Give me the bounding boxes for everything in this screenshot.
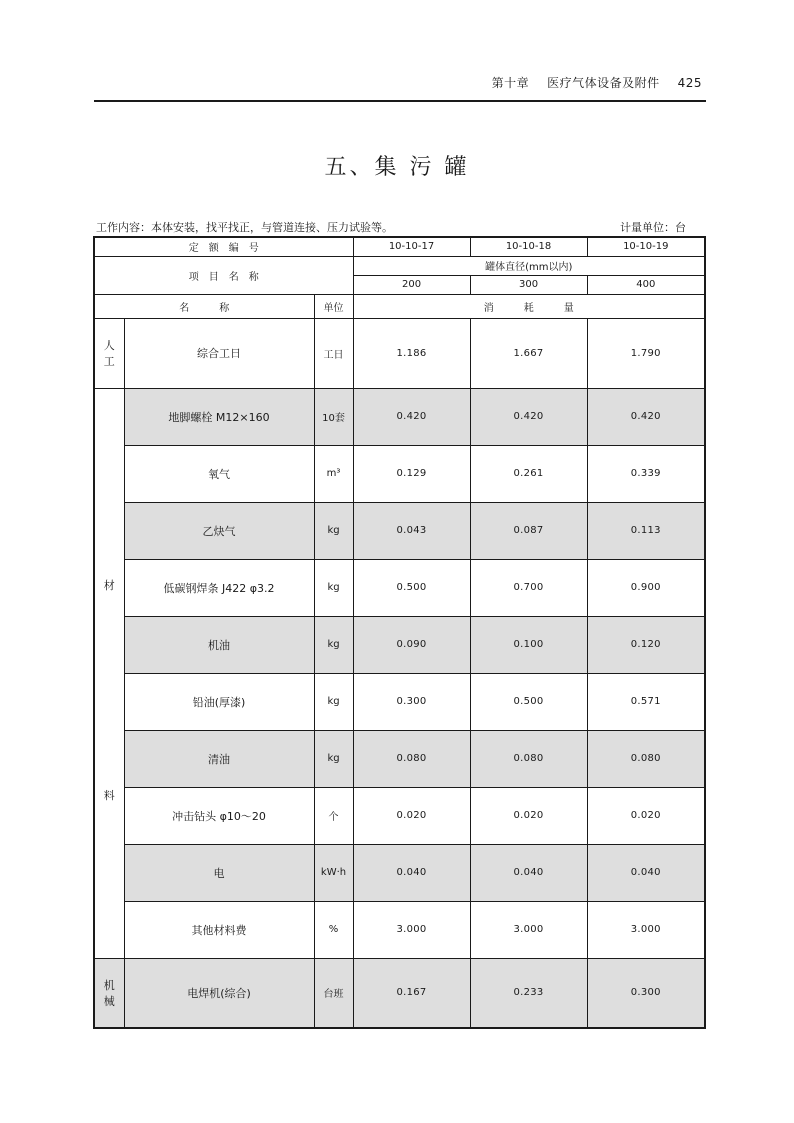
table-row	[94, 388, 705, 445]
consumption-value: 0.167	[353, 958, 470, 1028]
resource-unit: kg	[314, 673, 353, 730]
table-row	[94, 616, 705, 673]
consumption-value: 0.120	[587, 616, 705, 673]
chapter-number: 第十章	[491, 76, 530, 90]
resource-name: 乙炔气	[124, 502, 314, 559]
resource-name: 氧气	[124, 445, 314, 502]
work-content: 工作内容：本体安装，找平找正，与管道连接、压力试验等。	[96, 221, 393, 234]
resource-name: 电焊机(综合)	[124, 958, 314, 1028]
category-char: 工	[103, 355, 115, 368]
resource-name: 铅油(厚漆)	[124, 673, 314, 730]
resource-unit: %	[314, 901, 353, 958]
consumption-value: 0.420	[470, 388, 587, 445]
table-row	[94, 502, 705, 559]
consumption-value: 3.000	[353, 901, 470, 958]
category-machinery	[94, 958, 124, 1028]
unit-note: 计量单位：台	[620, 221, 686, 234]
spec-value: 400	[587, 275, 705, 294]
consumption-value: 0.900	[587, 559, 705, 616]
consumption-value: 0.080	[470, 730, 587, 787]
resource-unit: 工日	[314, 318, 353, 388]
column-header-row	[94, 294, 705, 318]
consumption-value: 3.000	[587, 901, 705, 958]
consumption-value: 0.700	[470, 559, 587, 616]
consumption-value: 0.043	[353, 502, 470, 559]
resource-unit: kg	[314, 616, 353, 673]
section-title: 五、集 污 罐	[324, 155, 470, 180]
running-header	[492, 74, 702, 91]
resource-unit: 个	[314, 787, 353, 844]
spec-value: 200	[353, 275, 470, 294]
consumption-value: 0.420	[587, 388, 705, 445]
table-row	[94, 730, 705, 787]
consumption-value: 0.300	[353, 673, 470, 730]
spec-label-row	[94, 256, 705, 275]
consumption-value: 0.020	[587, 787, 705, 844]
quota-code-label: 定 额 编 号	[94, 237, 353, 256]
consumption-value: 1.186	[353, 318, 470, 388]
category-char: 人	[103, 339, 115, 352]
consumption-value: 0.090	[353, 616, 470, 673]
table-row	[94, 958, 705, 1028]
resource-name: 冲击钻头 φ10～20	[124, 787, 314, 844]
quota-code: 10-10-17	[353, 237, 470, 256]
consumption-value: 0.040	[587, 844, 705, 901]
resource-name: 机油	[124, 616, 314, 673]
table-row	[94, 445, 705, 502]
resource-name: 电	[124, 844, 314, 901]
header-rule	[94, 100, 706, 102]
table-row	[94, 844, 705, 901]
consumption-value: 0.261	[470, 445, 587, 502]
name-column-header: 名 称	[94, 294, 314, 318]
resource-name: 地脚螺栓 M12×160	[124, 388, 314, 445]
consumption-value: 0.040	[353, 844, 470, 901]
consumption-value: 0.571	[587, 673, 705, 730]
chapter-title: 医疗气体设备及附件	[547, 76, 660, 90]
resource-unit: kW·h	[314, 844, 353, 901]
quota-code: 10-10-19	[587, 237, 705, 256]
page-number: 425	[677, 76, 702, 90]
quota-code: 10-10-18	[470, 237, 587, 256]
resource-unit: 10套	[314, 388, 353, 445]
category-char: 材	[103, 578, 115, 592]
category-char: 机	[103, 978, 115, 992]
consumption-value: 0.087	[470, 502, 587, 559]
table-row	[94, 559, 705, 616]
consumption-value: 0.040	[470, 844, 587, 901]
consumption-value: 0.129	[353, 445, 470, 502]
consumption-value: 0.420	[353, 388, 470, 445]
quota-table	[93, 236, 706, 1029]
resource-unit: kg	[314, 559, 353, 616]
table-row	[94, 318, 705, 388]
consumption-value: 0.233	[470, 958, 587, 1028]
category-labor	[94, 318, 124, 388]
table-row	[94, 901, 705, 958]
consumption-value: 1.790	[587, 318, 705, 388]
resource-name: 低碳钢焊条 J422 φ3.2	[124, 559, 314, 616]
consumption-value: 3.000	[470, 901, 587, 958]
table-row	[94, 673, 705, 730]
resource-name: 清油	[124, 730, 314, 787]
consumption-header: 消 耗 量	[353, 294, 705, 318]
consumption-value: 0.500	[470, 673, 587, 730]
consumption-value: 0.113	[587, 502, 705, 559]
spec-label: 罐体直径(mm以内)	[353, 256, 705, 275]
consumption-value: 0.080	[353, 730, 470, 787]
consumption-value: 0.300	[587, 958, 705, 1028]
category-materials	[94, 388, 124, 958]
quota-code-row	[94, 237, 705, 256]
consumption-value: 0.500	[353, 559, 470, 616]
resource-unit: kg	[314, 502, 353, 559]
category-char: 料	[103, 788, 115, 802]
consumption-value: 0.020	[353, 787, 470, 844]
consumption-value: 1.667	[470, 318, 587, 388]
category-char: 械	[103, 994, 115, 1008]
resource-unit: m³	[314, 445, 353, 502]
spec-value: 300	[470, 275, 587, 294]
resource-name: 其他材料费	[124, 901, 314, 958]
resource-unit: kg	[314, 730, 353, 787]
table-row	[94, 787, 705, 844]
resource-name: 综合工日	[124, 318, 314, 388]
resource-unit: 台班	[314, 958, 353, 1028]
consumption-value: 0.339	[587, 445, 705, 502]
consumption-value: 0.100	[470, 616, 587, 673]
unit-column-header: 单位	[314, 294, 353, 318]
consumption-value: 0.020	[470, 787, 587, 844]
consumption-value: 0.080	[587, 730, 705, 787]
item-name-label: 项 目 名 称	[94, 256, 353, 294]
